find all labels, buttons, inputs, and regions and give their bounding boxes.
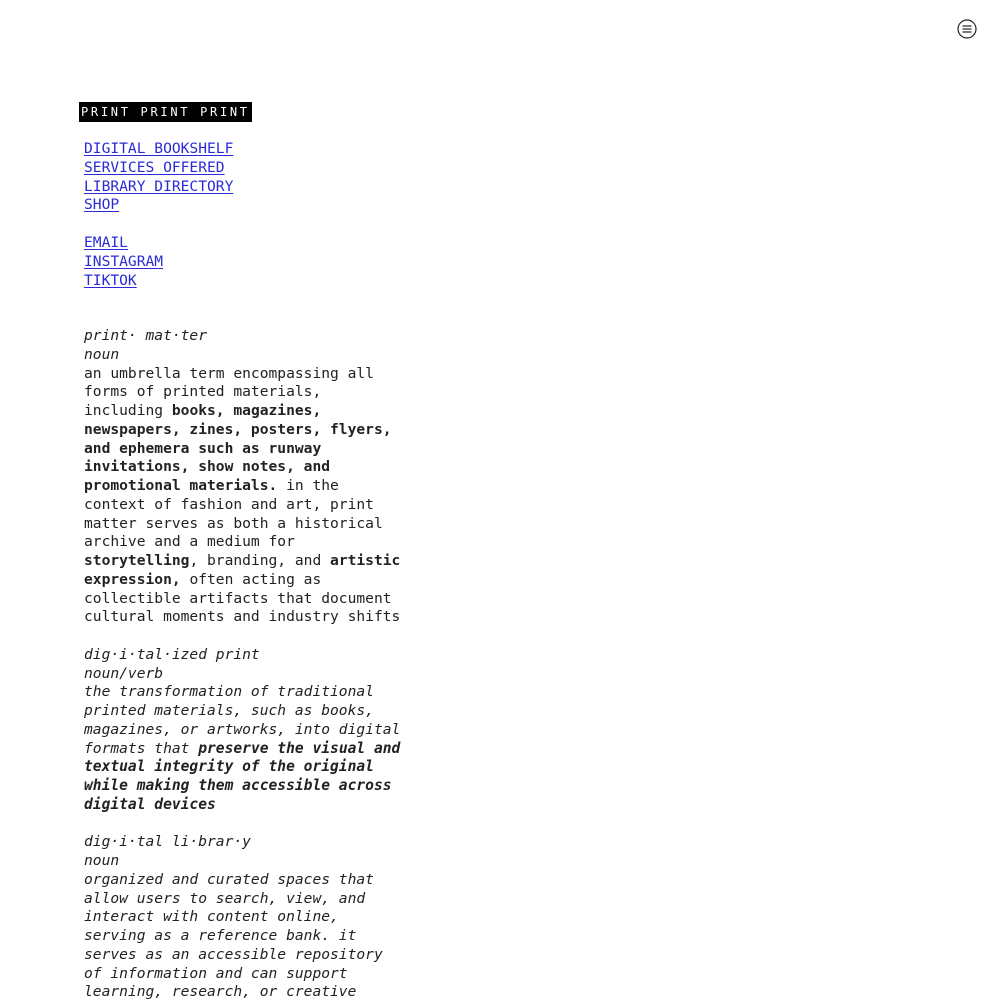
definition-text-line — [84, 871, 414, 890]
definition-text-line — [84, 590, 414, 609]
definition-text-line — [84, 477, 414, 496]
site-logo[interactable]: PRINT PRINT PRINT — [79, 102, 252, 122]
definition-text: in the — [277, 477, 339, 494]
nav-link-services-offered[interactable]: SERVICES OFFERED — [84, 158, 225, 176]
definition-text-line — [84, 533, 414, 552]
definition-emphasis: invitations, show notes, and — [84, 458, 331, 476]
definition-text: often acting as — [180, 570, 322, 588]
definition-text: serving as a reference bank. it — [84, 927, 357, 944]
definition-text: of information and can support — [84, 964, 348, 982]
definition-text-line — [84, 608, 414, 627]
definition-text: interact with content online, — [84, 908, 339, 926]
hamburger-menu-circle-icon — [957, 19, 977, 39]
definition-emphasis: preserve the visual and — [198, 739, 401, 757]
definition-text-line — [84, 440, 414, 459]
definition-part-of-speech: noun — [84, 345, 120, 363]
definitions-section — [84, 327, 414, 1000]
definition-text: cultural moments and industry shifts — [84, 608, 401, 626]
nav-link-shop[interactable]: SHOP — [84, 196, 120, 214]
definition-text: forms of printed materials, — [84, 383, 322, 401]
definition-term: print· mat·ter — [84, 327, 208, 344]
definition-text-line — [84, 983, 414, 1000]
definition-text-line — [84, 796, 414, 815]
definition-text-line — [84, 740, 414, 759]
definition-emphasis: storytelling — [84, 552, 190, 569]
definition-emphasis: newspapers, zines, posters, flyers, — [84, 420, 392, 438]
primary-nav — [84, 140, 233, 215]
definition-text-line — [84, 552, 414, 571]
definition-emphasis: digital devices — [84, 795, 216, 813]
definition-term: dig·i·tal li·brar·y — [84, 833, 251, 851]
definition-emphasis: expression, — [84, 570, 181, 588]
nav-link-library-directory[interactable]: LIBRARY DIRECTORY — [84, 177, 234, 195]
definition-text-line — [84, 890, 414, 909]
definition-text-line — [84, 496, 414, 515]
definition-text: serves as an accessible repository — [84, 945, 383, 963]
definition-text: magazines, or artworks, into digital — [84, 720, 401, 738]
definition-entry — [84, 833, 414, 1000]
definition-text-line — [84, 515, 414, 534]
definition-emphasis: textual integrity of the original — [84, 758, 374, 776]
menu-button[interactable] — [957, 19, 977, 39]
definition-text-line — [84, 965, 414, 984]
definition-text-line — [84, 683, 414, 702]
definition-text-line — [84, 365, 414, 384]
definition-part-of-speech: noun — [84, 852, 120, 869]
definition-text: allow users to search, view, and — [84, 889, 366, 907]
definition-text-line — [84, 777, 414, 796]
definition-text-line — [84, 758, 414, 777]
definition-text-line — [84, 946, 414, 965]
definition-text: formats that — [84, 739, 199, 757]
definition-text-line — [84, 402, 414, 421]
social-nav — [84, 234, 163, 290]
definition-text: matter serves as both a historical — [84, 514, 383, 532]
definition-emphasis: and ephemera such as runway — [84, 439, 322, 457]
social-link-email[interactable]: EMAIL — [84, 234, 128, 251]
definition-text: collectible artifacts that document — [84, 589, 392, 607]
definition-text-line — [84, 927, 414, 946]
definition-text-line — [84, 458, 414, 477]
definition-text: , branding, and — [189, 552, 331, 569]
definition-text-line — [84, 571, 414, 590]
definition-text: learning, research, or creative — [84, 983, 357, 1000]
definition-emphasis: artistic — [330, 552, 401, 569]
definition-entry — [84, 646, 414, 815]
definition-emphasis: while making them accessible across — [84, 777, 392, 794]
definition-entry — [84, 327, 414, 627]
definition-text-line — [84, 702, 414, 721]
definition-text: the transformation of traditional — [84, 683, 374, 701]
definition-term: dig·i·tal·ized print — [84, 645, 260, 663]
definition-text: organized and curated spaces that — [84, 870, 374, 888]
social-link-tiktok[interactable]: TIKTOK — [84, 271, 137, 289]
definition-text-line — [84, 421, 414, 440]
definition-part-of-speech: noun/verb — [84, 664, 164, 682]
definition-text-line — [84, 383, 414, 402]
definition-text-line — [84, 908, 414, 927]
definition-emphasis: books, magazines, — [171, 402, 322, 419]
definition-text: including — [84, 402, 172, 419]
definition-text: context of fashion and art, print — [84, 495, 374, 513]
definition-text: archive and a medium for — [84, 533, 295, 551]
social-link-instagram[interactable]: INSTAGRAM — [84, 252, 164, 270]
definition-text: an umbrella term encompassing all — [84, 364, 374, 382]
definition-text-line — [84, 721, 414, 740]
definition-emphasis: promotional materials. — [84, 477, 278, 494]
definition-text: printed materials, such as books, — [84, 702, 374, 719]
nav-link-digital-bookshelf[interactable]: DIGITAL BOOKSHELF — [84, 140, 234, 157]
